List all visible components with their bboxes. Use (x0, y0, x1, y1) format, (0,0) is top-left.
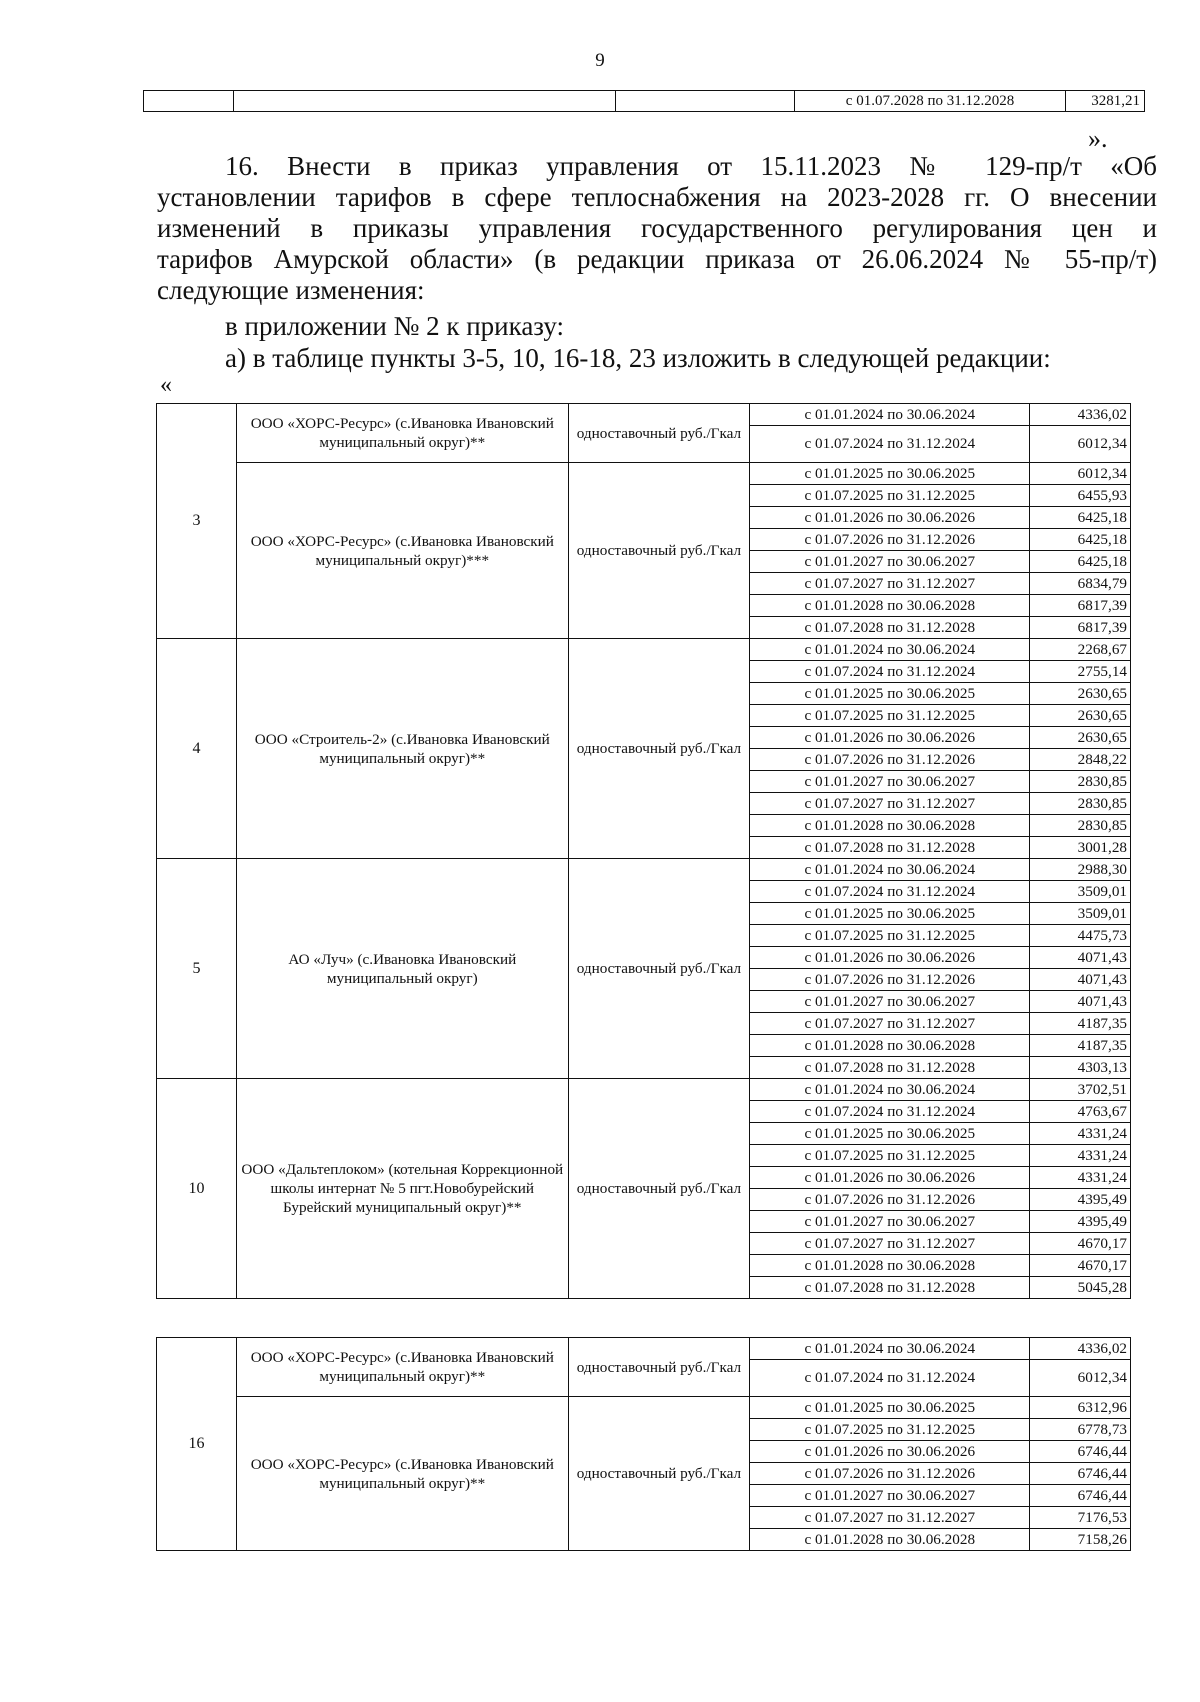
tail-value: 3281,21 (1066, 91, 1145, 112)
value-cell: 5045,28 (1030, 1277, 1131, 1299)
value-cell: 6817,39 (1030, 595, 1131, 617)
previous-table-tail (143, 90, 1145, 112)
value-cell: 4071,43 (1030, 969, 1131, 991)
value-cell: 2630,65 (1030, 727, 1131, 749)
tariff-type: одноставочный руб./Гкал (568, 1397, 750, 1551)
value-cell: 4475,73 (1030, 925, 1131, 947)
value-cell: 3509,01 (1030, 903, 1131, 925)
value-cell: 6312,96 (1030, 1397, 1131, 1419)
paragraph-line: изменений в приказы управления государственного регулирования цен и (157, 213, 1157, 243)
value-cell: 6455,93 (1030, 485, 1131, 507)
period-cell: с 01.01.2026 по 30.06.2026 (750, 727, 1030, 749)
organization-name: ООО «ХОРС-Ресурс» (с.Ивановка Ивановский муниципальный округ)*** (237, 463, 569, 639)
value-cell: 4071,43 (1030, 991, 1131, 1013)
period-cell: с 01.07.2026 по 31.12.2026 (750, 1189, 1030, 1211)
value-cell: 6746,44 (1030, 1463, 1131, 1485)
value-cell: 2268,67 (1030, 639, 1131, 661)
period-cell: с 01.01.2026 по 30.06.2026 (750, 507, 1030, 529)
value-cell: 6012,34 (1030, 426, 1131, 463)
value-cell: 6012,34 (1030, 463, 1131, 485)
page-number: 9 (595, 50, 605, 71)
value-cell: 6425,18 (1030, 507, 1131, 529)
period-cell: с 01.07.2026 по 31.12.2026 (750, 749, 1030, 771)
tail-empty-cell (616, 91, 795, 112)
paragraph-line: установлении тарифов в сфере теплоснабжения на 2023-2028 гг. О внесении (157, 182, 1157, 212)
value-cell: 6012,34 (1030, 1360, 1131, 1397)
tail-period: с 01.07.2028 по 31.12.2028 (795, 91, 1066, 112)
period-cell: с 01.01.2028 по 30.06.2028 (750, 815, 1030, 837)
opening-quote: « (160, 372, 172, 398)
value-cell: 2848,22 (1030, 749, 1131, 771)
organization-name: АО «Луч» (с.Ивановка Ивановский муниципальный округ) (237, 859, 569, 1079)
value-cell: 7158,26 (1030, 1529, 1131, 1551)
value-cell: 4331,24 (1030, 1167, 1131, 1189)
period-cell: с 01.07.2027 по 31.12.2027 (750, 1507, 1030, 1529)
value-cell: 2830,85 (1030, 771, 1131, 793)
item-number: 4 (157, 639, 237, 859)
period-cell: с 01.07.2028 по 31.12.2028 (750, 617, 1030, 639)
paragraph-16 (157, 151, 1157, 306)
tail-empty-cell (144, 91, 234, 112)
period-cell: с 01.07.2026 по 31.12.2026 (750, 969, 1030, 991)
period-cell: с 01.01.2027 по 30.06.2027 (750, 991, 1030, 1013)
period-cell: с 01.01.2026 по 30.06.2026 (750, 1441, 1030, 1463)
value-cell: 2988,30 (1030, 859, 1131, 881)
tail-empty-cell (234, 91, 616, 112)
tariff-type: одноставочный руб./Гкал (568, 463, 750, 639)
period-cell: с 01.01.2025 по 30.06.2025 (750, 683, 1030, 705)
subparagraph-a: а) в таблице пункты 3-5, 10, 16-18, 23 изложить в следующей редакции: (225, 343, 1051, 373)
item-number: 3 (157, 404, 237, 639)
tariff-type: одноставочный руб./Гкал (568, 1079, 750, 1299)
item-number: 10 (157, 1079, 237, 1299)
period-cell: с 01.01.2028 по 30.06.2028 (750, 1529, 1030, 1551)
paragraph-line: 16. Внести в приказ управления от 15.11.2023 № 129-пр/т «Об (225, 151, 1157, 181)
value-cell: 3509,01 (1030, 881, 1131, 903)
value-cell: 4763,67 (1030, 1101, 1131, 1123)
value-cell: 4331,24 (1030, 1123, 1131, 1145)
period-cell: с 01.07.2025 по 31.12.2025 (750, 485, 1030, 507)
period-cell: с 01.01.2027 по 30.06.2027 (750, 551, 1030, 573)
value-cell: 4670,17 (1030, 1233, 1131, 1255)
period-cell: с 01.07.2025 по 31.12.2025 (750, 705, 1030, 727)
value-cell: 4670,17 (1030, 1255, 1131, 1277)
period-cell: с 01.07.2026 по 31.12.2026 (750, 1463, 1030, 1485)
value-cell: 2830,85 (1030, 815, 1131, 837)
period-cell: с 01.07.2024 по 31.12.2024 (750, 1101, 1030, 1123)
value-cell: 4336,02 (1030, 404, 1131, 426)
period-cell: с 01.01.2027 по 30.06.2027 (750, 771, 1030, 793)
value-cell: 4336,02 (1030, 1338, 1131, 1360)
value-cell: 6817,39 (1030, 617, 1131, 639)
value-cell: 4187,35 (1030, 1035, 1131, 1057)
paragraph-line: следующие изменения: (157, 275, 425, 305)
period-cell: с 01.07.2027 по 31.12.2027 (750, 1013, 1030, 1035)
period-cell: с 01.01.2026 по 30.06.2026 (750, 1167, 1030, 1189)
value-cell: 6425,18 (1030, 529, 1131, 551)
value-cell: 4331,24 (1030, 1145, 1131, 1167)
value-cell: 2830,85 (1030, 793, 1131, 815)
value-cell: 2630,65 (1030, 683, 1131, 705)
value-cell: 2755,14 (1030, 661, 1131, 683)
period-cell: с 01.07.2024 по 31.12.2024 (750, 881, 1030, 903)
period-cell: с 01.07.2025 по 31.12.2025 (750, 925, 1030, 947)
item-number: 16 (157, 1338, 237, 1551)
period-cell: с 01.07.2024 по 31.12.2024 (750, 426, 1030, 463)
value-cell: 4395,49 (1030, 1189, 1131, 1211)
organization-name: ООО «ХОРС-Ресурс» (с.Ивановка Ивановский муниципальный округ)** (237, 404, 569, 463)
period-cell: с 01.01.2028 по 30.06.2028 (750, 1255, 1030, 1277)
value-cell: 6425,18 (1030, 551, 1131, 573)
period-cell: с 01.07.2024 по 31.12.2024 (750, 1360, 1030, 1397)
tariff-type: одноставочный руб./Гкал (568, 639, 750, 859)
period-cell: с 01.01.2028 по 30.06.2028 (750, 595, 1030, 617)
item-number: 5 (157, 859, 237, 1079)
period-cell: с 01.07.2028 по 31.12.2028 (750, 1057, 1030, 1079)
period-cell: с 01.07.2028 по 31.12.2028 (750, 1277, 1030, 1299)
tariff-type: одноставочный руб./Гкал (568, 859, 750, 1079)
period-cell: с 01.07.2024 по 31.12.2024 (750, 661, 1030, 683)
value-cell: 4395,49 (1030, 1211, 1131, 1233)
period-cell: с 01.07.2027 по 31.12.2027 (750, 1233, 1030, 1255)
value-cell: 3001,28 (1030, 837, 1131, 859)
value-cell: 3702,51 (1030, 1079, 1131, 1101)
period-cell: с 01.01.2026 по 30.06.2026 (750, 947, 1030, 969)
period-cell: с 01.01.2025 по 30.06.2025 (750, 463, 1030, 485)
period-cell: с 01.07.2027 по 31.12.2027 (750, 573, 1030, 595)
value-cell: 6778,73 (1030, 1419, 1131, 1441)
period-cell: с 01.07.2027 по 31.12.2027 (750, 793, 1030, 815)
value-cell: 2630,65 (1030, 705, 1131, 727)
period-cell: с 01.01.2024 по 30.06.2024 (750, 1079, 1030, 1101)
organization-name: ООО «ХОРС-Ресурс» (с.Ивановка Ивановский муниципальный округ)** (237, 1397, 569, 1551)
period-cell: с 01.01.2028 по 30.06.2028 (750, 1035, 1030, 1057)
paragraph-line: тарифов Амурской области» (в редакции приказа от 26.06.2024 № 55-пр/т) (157, 244, 1157, 274)
subparagraph-appendix: в приложении № 2 к приказу: (225, 311, 565, 341)
organization-name: ООО «Дальтеплоком» (котельная Коррекционной школы интернат № 5 пгт.Новобурейский Бурейский муниципальный округ)** (237, 1079, 569, 1299)
period-cell: с 01.07.2025 по 31.12.2025 (750, 1145, 1030, 1167)
tariff-type: одноставочный руб./Гкал (568, 1338, 750, 1397)
period-cell: с 01.07.2028 по 31.12.2028 (750, 837, 1030, 859)
period-cell: с 01.01.2025 по 30.06.2025 (750, 903, 1030, 925)
period-cell: с 01.01.2025 по 30.06.2025 (750, 1123, 1030, 1145)
period-cell: с 01.01.2024 по 30.06.2024 (750, 639, 1030, 661)
tariff-table-1 (156, 403, 1131, 1299)
period-cell: с 01.01.2024 по 30.06.2024 (750, 1338, 1030, 1360)
period-cell: с 01.07.2025 по 31.12.2025 (750, 1419, 1030, 1441)
value-cell: 7176,53 (1030, 1507, 1131, 1529)
value-cell: 4071,43 (1030, 947, 1131, 969)
period-cell: с 01.07.2026 по 31.12.2026 (750, 529, 1030, 551)
closing-quote: ». (1088, 124, 1108, 153)
value-cell: 6746,44 (1030, 1441, 1131, 1463)
period-cell: с 01.01.2027 по 30.06.2027 (750, 1485, 1030, 1507)
organization-name: ООО «Строитель-2» (с.Ивановка Ивановский муниципальный округ)** (237, 639, 569, 859)
tariff-table-2 (156, 1337, 1131, 1551)
tariff-type: одноставочный руб./Гкал (568, 404, 750, 463)
period-cell: с 01.01.2024 по 30.06.2024 (750, 859, 1030, 881)
period-cell: с 01.01.2027 по 30.06.2027 (750, 1211, 1030, 1233)
value-cell: 6746,44 (1030, 1485, 1131, 1507)
value-cell: 6834,79 (1030, 573, 1131, 595)
organization-name: ООО «ХОРС-Ресурс» (с.Ивановка Ивановский муниципальный округ)** (237, 1338, 569, 1397)
period-cell: с 01.01.2025 по 30.06.2025 (750, 1397, 1030, 1419)
period-cell: с 01.01.2024 по 30.06.2024 (750, 404, 1030, 426)
value-cell: 4187,35 (1030, 1013, 1131, 1035)
value-cell: 4303,13 (1030, 1057, 1131, 1079)
